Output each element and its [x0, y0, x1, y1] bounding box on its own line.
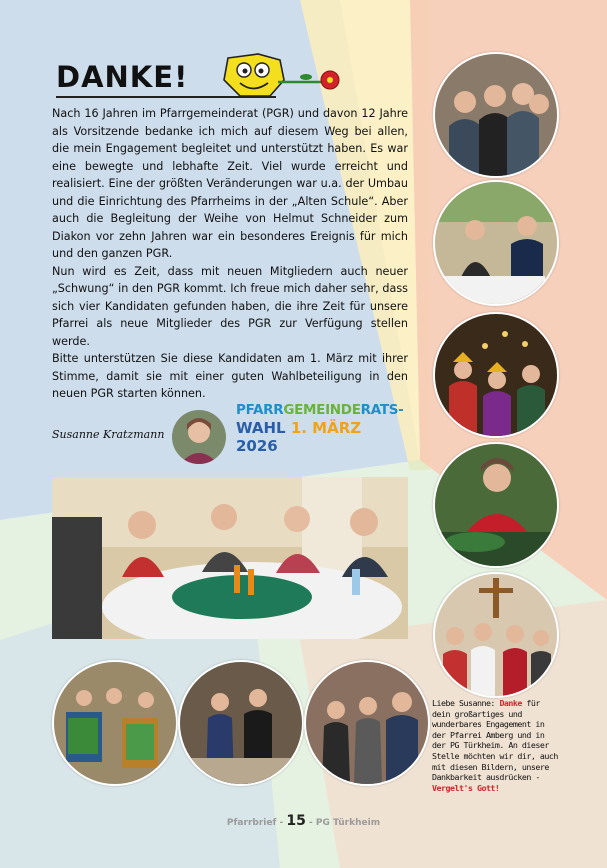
paragraph-3: Bitte unterstützen Sie diese Kandidaten am 1. März mit ihrer Stimme, damit sie mit einer guten Wahlbeteiligung in den neuen PGR starten können.	[52, 352, 408, 400]
photo-circle-1	[433, 52, 559, 178]
footer-right: - PG Türkheim	[305, 818, 381, 828]
logo-text-date: 1. MÄRZ	[290, 419, 362, 437]
logo-text-pfarr: PFARR	[236, 402, 284, 418]
photo-circle-7	[178, 660, 304, 786]
paragraph-1: Nach 16 Jahren im Pfarrgemeinderat (PGR) und davon 12 Jahre als Vorsitzende bedanke ich mich auf diesem Weg bei allen, die mein Engagement begleitet und unterstützt haben. Es war eine bewegte und lebhafte Zeit. Viel wurde erreicht und realisiert. Eine der größten Veränderungen war u.a. der Umbau und die Einrichtung des Pfarrheims in der „Alten Schule“. Aber auch die Begleitung der Weihe von Helmut Schneider zum Diakon vor zehn Jahren war ein besonderes Ereignis für mich und den ganzen PGR.	[52, 107, 408, 260]
caption-danke: Danke	[499, 698, 522, 708]
caption-greeting: Liebe Susanne:	[432, 698, 500, 708]
photo-circle-4	[433, 442, 559, 568]
photo-caption	[432, 698, 558, 793]
photo-circle-3	[433, 312, 559, 438]
photo-circle-5	[433, 572, 559, 698]
group-meeting-photo	[52, 477, 408, 639]
portrait-photo	[172, 410, 226, 464]
photo-circle-8	[304, 660, 430, 786]
caption-closing: Vergelt's Gott!	[432, 782, 500, 793]
photo-circle-6	[52, 660, 178, 786]
logo-text-wahl: WAHL	[236, 419, 291, 437]
signature: Susanne Kratzmann	[52, 428, 165, 441]
caption-text: für dein großartiges und wunderbares Engagement in der Pfarrei Amberg und in der PG Türkheim. An dieser Stelle möchten wir dir, auch mit diesen Bildern, unsere Dankbarkeit ausdrücken -	[432, 698, 558, 783]
page-number: 15	[286, 813, 306, 829]
logo-text-gemeinde: GEMEINDE	[283, 402, 361, 418]
logo-text-year: 2026	[236, 437, 278, 455]
smiling-sun-flower-mascot-icon	[218, 50, 358, 100]
election-logo	[236, 402, 406, 455]
logo-text-rats: RATS-	[360, 402, 404, 418]
photo-circle-2	[433, 180, 559, 306]
paragraph-2: Nun wird es Zeit, dass mit neuen Mitgliedern auch neuer „Schwung“ in den PGR kommt. Ich freue mich daher sehr, dass sich vier Kandidaten gefunden haben, die ihre Zeit für unsere Pfarrei als neue Mitglieder des PGR zur Verfügung stellen werde.	[52, 264, 408, 348]
page-footer	[0, 813, 607, 829]
page-title: DANKE!	[56, 60, 189, 94]
article-body	[52, 105, 408, 403]
footer-left: Pfarrbrief -	[226, 818, 287, 828]
